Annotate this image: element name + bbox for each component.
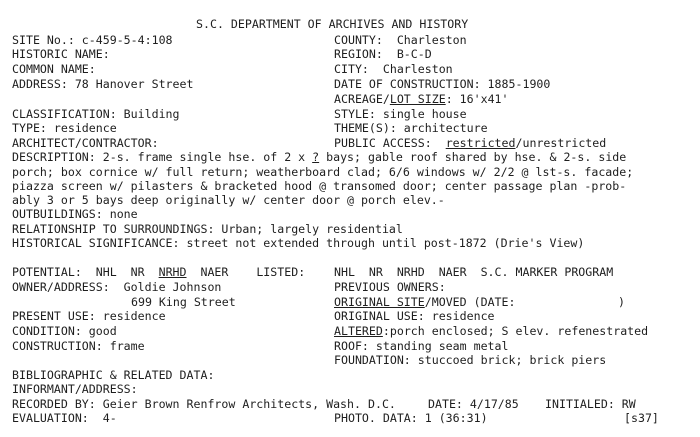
- potential-label: POTENTIAL: NHL NR: [12, 265, 159, 279]
- public-access: [334, 136, 606, 150]
- relationship-to-surroundings: RELATIONSHIP TO SURROUNDINGS: Urban; largely residential: [12, 222, 403, 236]
- acreage-lot-size: [334, 92, 509, 106]
- owner-address-line-2: 699 King Street: [131, 295, 236, 309]
- altered: [334, 324, 648, 338]
- recorded-date: DATE: 4/17/85: [428, 397, 519, 411]
- original-site-moved: [334, 295, 516, 309]
- public-access-unrestricted: /unrestricted: [515, 136, 607, 150]
- sheet-reference: [s37]: [624, 411, 659, 425]
- bay-count-query: ?: [312, 150, 320, 164]
- address: ADDRESS: 78 Hanover Street: [12, 77, 194, 91]
- description-line-4: ably 3 or 5 bays deep originally w/ center door @ porch elev.-: [12, 193, 445, 207]
- public-access-restricted: restricted: [445, 136, 516, 150]
- description-line-2: porch; box cornice w/ full return; weatherboard clad; 6/6 windows w/ 2/2 @ lst-s. facade;: [12, 165, 634, 179]
- city: CITY: Charleston: [334, 62, 453, 76]
- altered-value: :porch enclosed; S elev. refenestrated: [382, 324, 649, 338]
- photo-data: PHOTO. DATA: 1 (36:31): [334, 411, 488, 425]
- common-name: COMMON NAME:: [12, 62, 96, 76]
- potential-nrhd: NRHD: [158, 265, 187, 279]
- altered-label: ALTERED: [334, 324, 383, 338]
- listed-label: NAER LISTED:: [186, 265, 306, 279]
- acreage-label: ACREAGE/: [334, 92, 390, 106]
- lot-size-value: : 16'x41': [445, 92, 509, 106]
- architect-contractor: ARCHITECT/CONTRACTOR:: [12, 136, 159, 150]
- foundation: FOUNDATION: stuccoed brick; brick piers: [334, 353, 607, 367]
- type: TYPE: residence: [12, 121, 117, 135]
- lot-size-label: LOT SIZE: [389, 92, 446, 106]
- evaluation: EVALUATION: 4-: [12, 411, 117, 425]
- recorded-by: RECORDED BY: Geier Brown Renfrow Architects, Wash. D.C.: [12, 397, 396, 411]
- informant-address: INFORMANT/ADDRESS:: [12, 382, 138, 396]
- moved-label: /MOVED (DATE:: [424, 295, 516, 309]
- outbuildings: OUTBUILDINGS: none: [12, 207, 138, 221]
- initialed: INITIALED: RW: [545, 397, 636, 411]
- historic-name: HISTORIC NAME:: [12, 47, 110, 61]
- listed-options: NHL NR NRHD NAER S.C. MARKER PROGRAM: [334, 265, 614, 279]
- moved-date-close: ): [618, 295, 625, 309]
- public-access-label: PUBLIC ACCESS:: [334, 136, 446, 150]
- card-title: S.C. DEPARTMENT OF ARCHIVES AND HISTORY: [196, 17, 469, 31]
- region: REGION: B-C-D: [334, 47, 432, 61]
- site-number: SITE No.: c-459-5-4:108: [12, 33, 173, 47]
- condition: CONDITION: good: [12, 324, 117, 338]
- description-text: DESCRIPTION: 2-s. frame single hse. of 2 x: [12, 150, 313, 164]
- original-site-label: ORIGINAL SITE: [334, 295, 425, 309]
- description-line-3: piazza screen w/ pilasters & bracketed hood @ transomed door; center passage plan -prob-: [12, 179, 627, 193]
- description-line-1: [12, 150, 626, 164]
- present-use: PRESENT USE: residence: [12, 309, 166, 323]
- date-of-construction: DATE OF CONSTRUCTION: 1885-1900: [334, 77, 551, 91]
- construction: CONSTRUCTION: frame: [12, 339, 145, 353]
- bibliographic-data: BIBLIOGRAPHIC & RELATED DATA:: [12, 368, 215, 382]
- style: STYLE: single house: [334, 107, 467, 121]
- roof: ROOF: standing seam metal: [334, 339, 509, 353]
- owner-address: OWNER/ADDRESS: Goldie Johnson: [12, 280, 222, 294]
- classification: CLASSIFICATION: Building: [12, 107, 180, 121]
- historical-significance: HISTORICAL SIGNIFICANCE: street not extended through until post-1872 (Drie's View): [12, 236, 585, 250]
- description-text: bays; gable roof shared by hse. & 2-s. side: [319, 150, 627, 164]
- county: COUNTY: Charleston: [334, 33, 467, 47]
- themes: THEME(S): architecture: [334, 121, 488, 135]
- original-use: ORIGINAL USE: residence: [334, 309, 495, 323]
- previous-owners: PREVIOUS OWNERS:: [334, 280, 446, 294]
- potential: [12, 265, 305, 279]
